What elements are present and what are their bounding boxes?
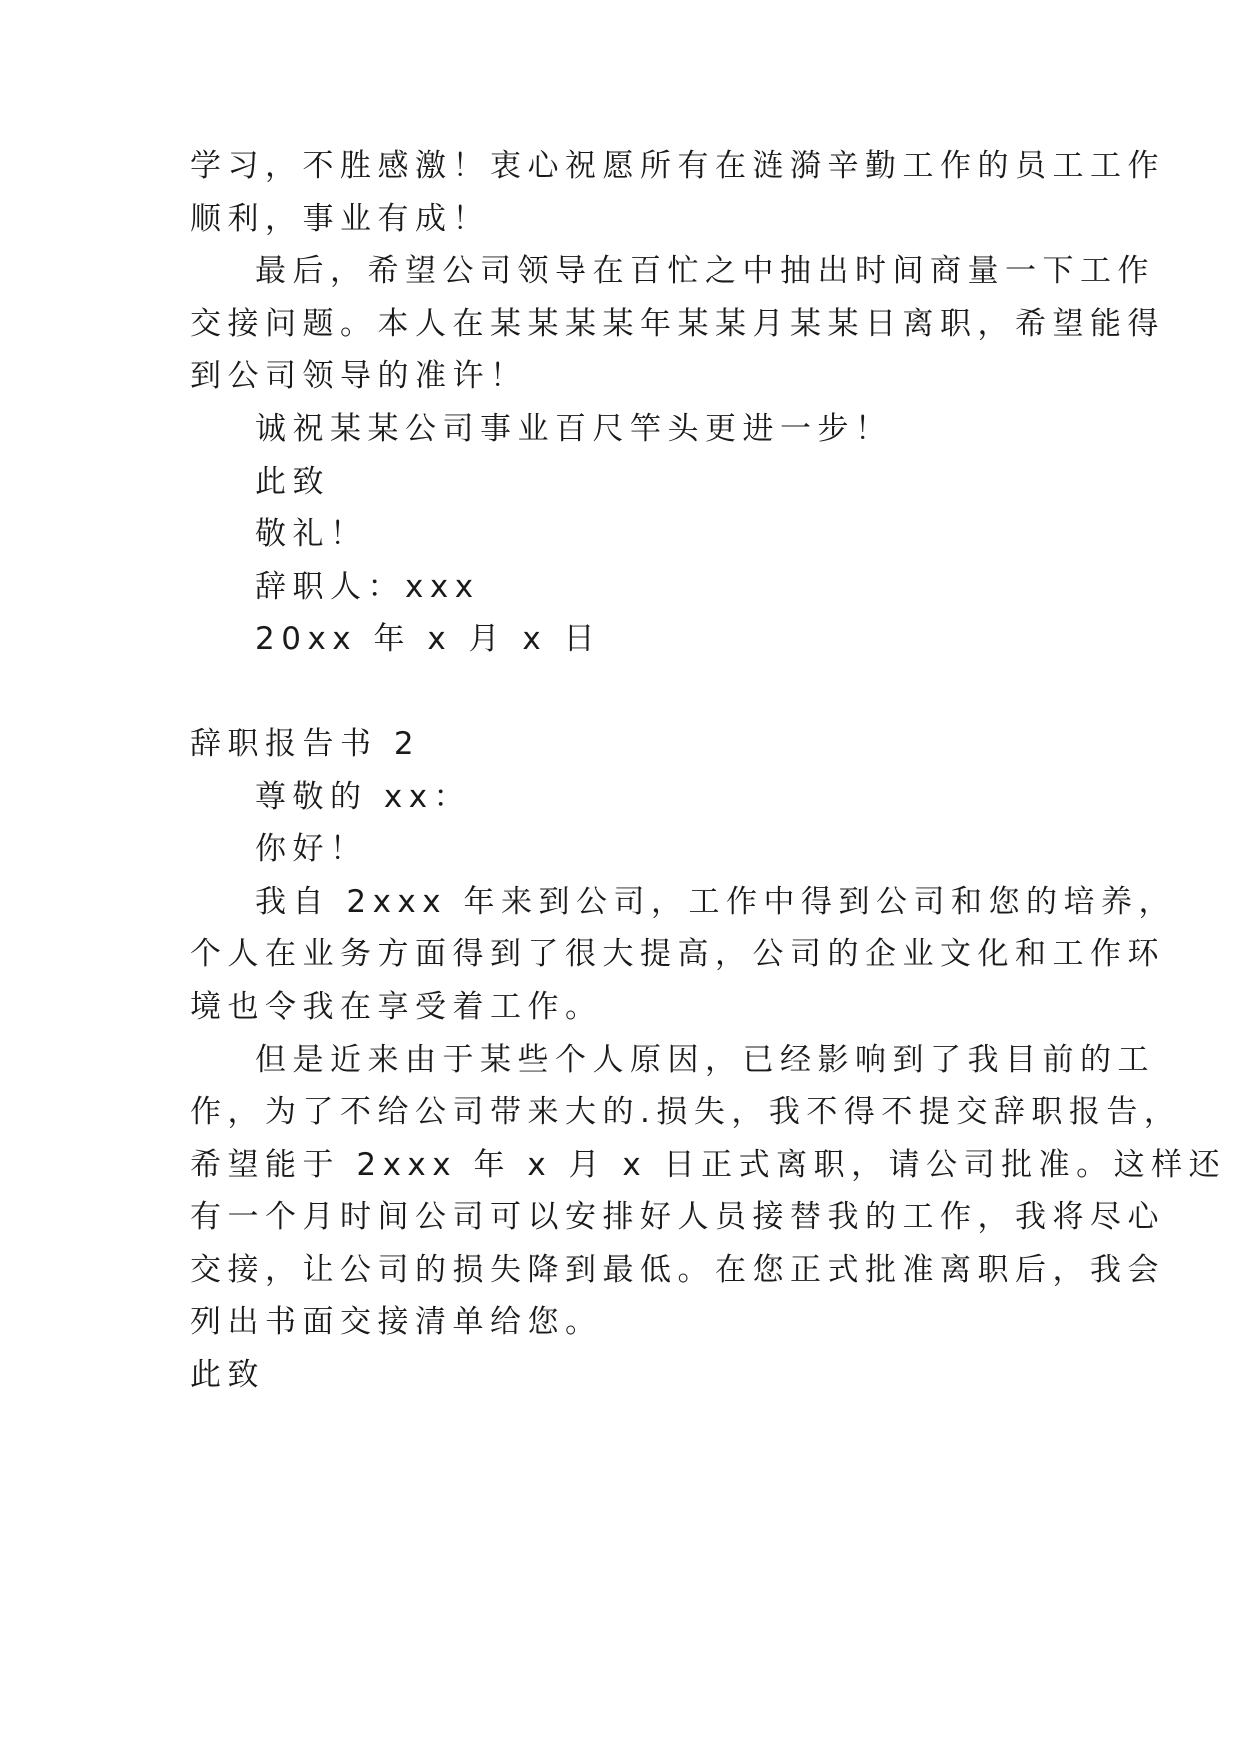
date: 20xx 年 x 月 x 日 — [255, 621, 602, 657]
text-line: 学习，不胜感激！衷心祝愿所有在涟漪辛勤工作的员工工作 — [190, 148, 1165, 184]
salutation: 此致 — [255, 464, 330, 500]
section-title: 辞职报告书 2 — [190, 726, 421, 762]
text-line: 境也令我在享受着工作。 — [190, 989, 603, 1025]
text-line: 最后，希望公司领导在百忙之中抽出时间商量一下工作 — [255, 253, 1155, 289]
text-line: 我自 2xxx 年来到公司，工作中得到公司和您的培养， — [255, 884, 1176, 920]
text-line: 作，为了不给公司带来大的.损失，我不得不提交辞职报告， — [190, 1094, 1182, 1130]
salutation: 此致 — [190, 1357, 265, 1393]
text-line: 有一个月时间公司可以安排好人员接替我的工作，我将尽心 — [190, 1199, 1165, 1235]
signer: 辞职人：xxx — [255, 569, 480, 605]
greeting: 尊敬的 xx： — [255, 779, 472, 815]
greeting: 你好！ — [255, 831, 368, 867]
text-line: 个人在业务方面得到了很大提高，公司的企业文化和工作环 — [190, 936, 1165, 972]
text-line: 到公司领导的准许！ — [190, 358, 528, 394]
text-line: 顺利，事业有成！ — [190, 201, 490, 237]
salutation: 敬礼！ — [255, 516, 368, 552]
text-line: 希望能于 2xxx 年 x 月 x 日正式离职，请公司批准。这样还 — [190, 1147, 1227, 1183]
text-line: 交接问题。本人在某某某某年某某月某某日离职，希望能得 — [190, 306, 1165, 342]
text-line: 但是近来由于某些个人原因，已经影响到了我目前的工 — [255, 1042, 1155, 1078]
text-line: 列出书面交接清单给您。 — [190, 1304, 603, 1340]
text-line: 诚祝某某公司事业百尺竿头更进一步！ — [255, 411, 893, 447]
text-line: 交接，让公司的损失降到最低。在您正式批准离职后，我会 — [190, 1252, 1165, 1288]
